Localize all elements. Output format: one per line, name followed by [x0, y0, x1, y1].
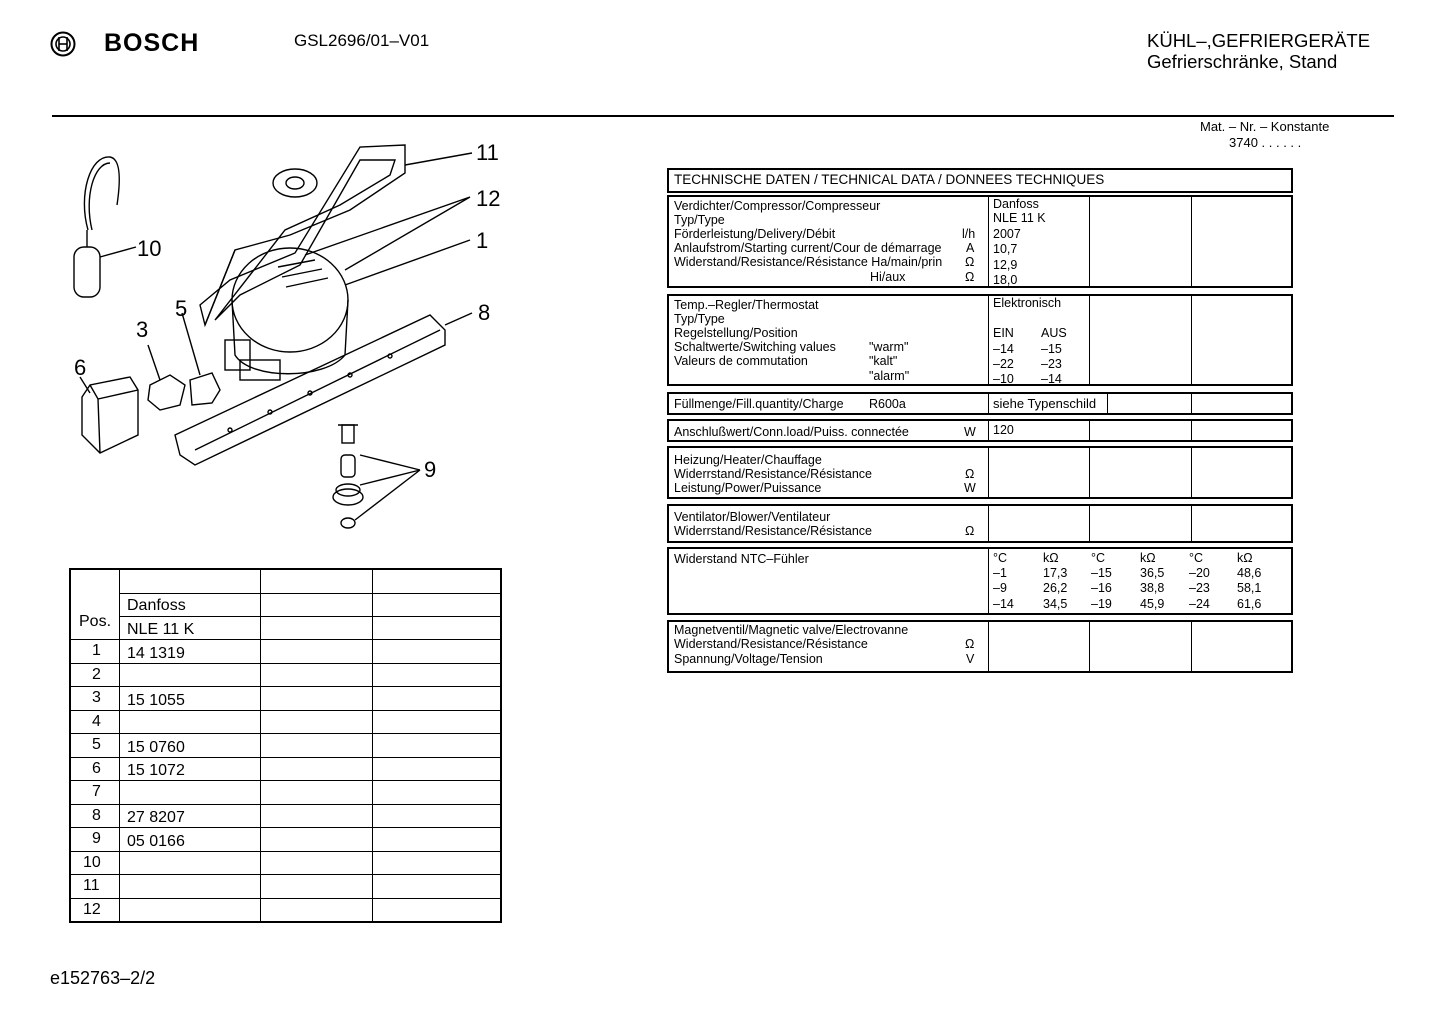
- mat-nr-label: Mat. – Nr. – Konstante: [1200, 119, 1330, 134]
- valve-label: Magnetventil/Magnetic valve/Electrovanne: [674, 623, 909, 637]
- thermostat-type-value: Elektronisch: [993, 296, 1062, 310]
- exploded-parts-diagram: [60, 135, 520, 545]
- ein-header: EIN: [993, 326, 1014, 340]
- ntc-header: kΩ: [1043, 551, 1059, 565]
- ntc-label: Widerstand NTC–Fühler: [674, 552, 809, 566]
- bosch-logo-icon: [50, 31, 76, 57]
- fill-quantity-label: Füllmenge/Fill.quantity/Charge: [674, 397, 844, 411]
- drip-tray-drawing: [200, 145, 405, 325]
- ntc-cell: 34,5: [1043, 597, 1068, 611]
- pos-header: Pos.: [79, 613, 112, 630]
- compressor-drawing: [225, 248, 348, 380]
- aus-value: –14: [1041, 372, 1062, 386]
- part-number-cell: 15 0760: [127, 739, 185, 756]
- resistance-main-value: 12,9: [993, 258, 1018, 272]
- valve-voltage-label: Spannung/Voltage/Tension: [674, 652, 823, 666]
- position-label: Regelstellung/Position: [674, 326, 798, 340]
- diagram-label-11: 11: [476, 140, 499, 165]
- header-divider: [52, 115, 1394, 117]
- ntc-cell: –23: [1189, 581, 1210, 595]
- ntc-header: °C: [993, 551, 1008, 565]
- category-line-1: KÜHL–,GEFRIERGERÄTE: [1147, 30, 1371, 51]
- pos-cell: 9: [92, 830, 101, 847]
- ein-value: –10: [993, 372, 1014, 386]
- part-number-cell: 15 1055: [127, 692, 185, 709]
- relay-cover-drawing: [82, 377, 138, 453]
- mode-alarm: "alarm": [869, 369, 910, 383]
- starting-current-value: 10,7: [993, 242, 1018, 256]
- category-line-2: Gefrierschränke, Stand: [1147, 51, 1338, 72]
- blower-label: Ventilator/Blower/Ventilateur: [674, 510, 831, 524]
- ntc-cell: –1: [993, 566, 1007, 580]
- ntc-header: kΩ: [1140, 551, 1156, 565]
- diagram-label-3: 3: [136, 317, 149, 342]
- relay-drawing: [148, 375, 185, 410]
- ntc-cell: –20: [1189, 566, 1210, 580]
- mode-warm: "warm": [869, 340, 909, 354]
- manufacturer-cell: Danfoss: [127, 597, 186, 614]
- ntc-cell: 45,9: [1140, 597, 1165, 611]
- ntc-cell: 26,2: [1043, 581, 1068, 595]
- resistance-main-label: Widerstand/Resistance/Résistance Ha/main/prin: [674, 255, 943, 269]
- ein-value: –14: [993, 342, 1014, 356]
- unit-ohm: Ω: [965, 255, 975, 269]
- heater-resistance-label: Widerrstand/Resistance/Résistance: [674, 467, 872, 481]
- capacitor-drawing: [74, 157, 119, 297]
- thermostat-type-label: Typ/Type: [674, 312, 725, 326]
- ntc-cell: 61,6: [1237, 597, 1262, 611]
- mode-kalt: "kalt": [869, 354, 898, 368]
- mat-nr-value: 3740 . . . . . .: [1229, 135, 1302, 150]
- ntc-cell: 38,8: [1140, 581, 1165, 595]
- overload-drawing: [190, 373, 220, 405]
- pos-cell: 8: [92, 807, 101, 824]
- unit-ohm: Ω: [965, 270, 975, 284]
- ntc-cell: 17,3: [1043, 566, 1068, 580]
- refrigerant-value: R600a: [869, 397, 906, 411]
- compressor-type-value: NLE 11 K: [993, 211, 1046, 225]
- delivery-value: 2007: [993, 227, 1021, 241]
- resistance-aux-label: Hi/aux: [870, 270, 906, 284]
- valeurs-label: Valeurs de commutation: [674, 354, 808, 368]
- ntc-cell: 36,5: [1140, 566, 1165, 580]
- connected-load-label: Anschlußwert/Conn.load/Puiss. connectée: [674, 425, 909, 439]
- unit-ohm: Ω: [965, 637, 975, 651]
- part-number-cell: 27 8207: [127, 809, 185, 826]
- fill-quantity-value: siehe Typenschild: [993, 396, 1097, 411]
- aus-value: –15: [1041, 342, 1062, 356]
- diagram-label-10: 10: [137, 236, 162, 261]
- part-number-cell: 05 0166: [127, 833, 185, 850]
- connected-load-value: 120: [993, 423, 1014, 437]
- unit-v: V: [966, 652, 975, 666]
- ntc-cell: 58,1: [1237, 581, 1262, 595]
- valve-resistance-label: Widerstand/Resistance/Résistance: [674, 637, 868, 651]
- fasteners-drawing: [333, 425, 363, 528]
- pos-cell: 10: [83, 854, 101, 871]
- ntc-cell: –9: [993, 581, 1007, 595]
- aus-value: –23: [1041, 357, 1062, 371]
- starting-current-label: Anlaufstrom/Starting current/Cour de démarrage: [674, 241, 942, 255]
- ntc-cell: –15: [1091, 566, 1112, 580]
- ntc-cell: –24: [1189, 597, 1210, 611]
- document-id: e152763–2/2: [50, 968, 156, 988]
- ntc-header: °C: [1091, 551, 1106, 565]
- base-rail-drawing: [175, 315, 445, 465]
- part-number-cell: 14 1319: [127, 645, 185, 662]
- diagram-label-5: 5: [175, 296, 188, 321]
- unit-ohm: Ω: [965, 524, 975, 538]
- ntc-cell: –14: [993, 597, 1014, 611]
- switching-values-label: Schaltwerte/Switching values: [674, 340, 836, 354]
- part-number-cell: 15 1072: [127, 762, 185, 779]
- unit-w: W: [964, 481, 976, 495]
- aus-header: AUS: [1041, 326, 1067, 340]
- diagram-label-12: 12: [476, 186, 501, 211]
- ntc-header: kΩ: [1237, 551, 1253, 565]
- diagram-label-1: 1: [476, 228, 489, 253]
- ntc-cell: –19: [1091, 597, 1112, 611]
- unit-w: W: [964, 425, 976, 439]
- diagram-label-8: 8: [478, 300, 491, 325]
- pos-cell: 2: [92, 666, 101, 683]
- model-number: GSL2696/01–V01: [294, 31, 430, 50]
- compressor-type-label: Typ/Type: [674, 213, 725, 227]
- tech-title: TECHNISCHE DATEN / TECHNICAL DATA / DONNEES TECHNIQUES: [674, 172, 1105, 187]
- heater-label: Heizung/Heater/Chauffage: [674, 453, 822, 467]
- blower-resistance-label: Widerrstand/Resistance/Résistance: [674, 524, 872, 538]
- ntc-cell: –16: [1091, 581, 1112, 595]
- thermostat-label: Temp.–Regler/Thermostat: [674, 298, 819, 312]
- unit-ohm: Ω: [965, 467, 975, 481]
- resistance-aux-value: 18,0: [993, 273, 1018, 287]
- type-cell: NLE 11 K: [127, 621, 195, 638]
- delivery-label: Förderleistung/Delivery/Débit: [674, 227, 836, 241]
- pos-cell: 12: [83, 901, 101, 918]
- diagram-label-6: 6: [74, 355, 87, 380]
- ein-value: –22: [993, 357, 1014, 371]
- unit-lh: l/h: [962, 227, 976, 241]
- compressor-label: Verdichter/Compressor/Compresseur: [674, 199, 881, 213]
- brand-name: BOSCH: [104, 29, 200, 57]
- diagram-label-9: 9: [424, 457, 437, 482]
- heater-power-label: Leistung/Power/Puissance: [674, 481, 822, 495]
- pos-cell: 1: [92, 642, 101, 659]
- compressor-value: Danfoss: [993, 197, 1039, 211]
- pos-cell: 11: [83, 877, 100, 894]
- pos-cell: 7: [92, 783, 101, 800]
- pos-cell: 3: [92, 689, 101, 706]
- pos-cell: 4: [92, 713, 101, 730]
- unit-a: A: [966, 241, 975, 255]
- pos-cell: 5: [92, 736, 101, 753]
- ntc-cell: 48,6: [1237, 566, 1262, 580]
- pos-cell: 6: [92, 760, 101, 777]
- ntc-header: °C: [1189, 551, 1204, 565]
